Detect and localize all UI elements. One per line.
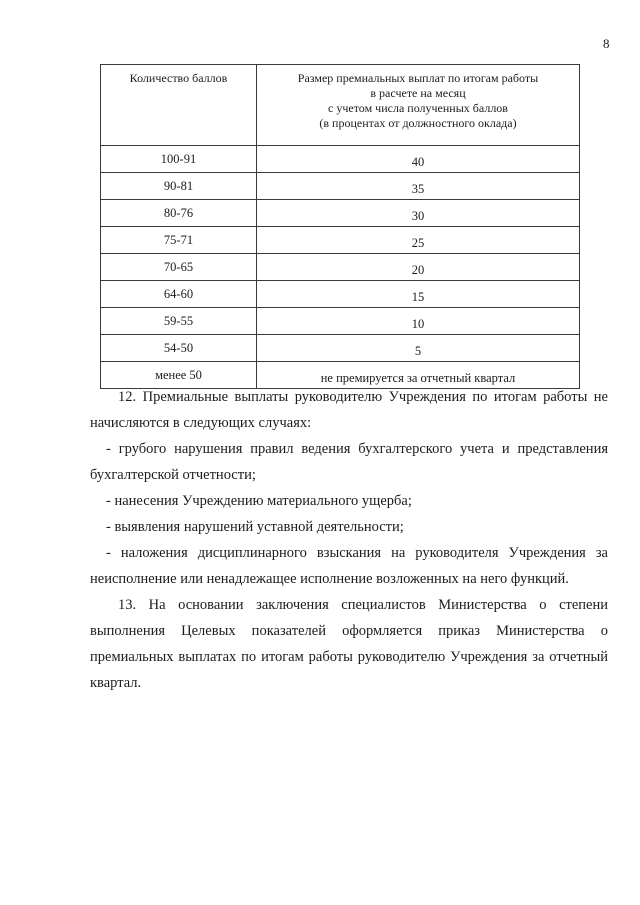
bonus-percent-value: 5 bbox=[414, 343, 422, 358]
score-range-cell: 59-55 bbox=[101, 308, 257, 335]
bonus-percent-cell bbox=[257, 335, 580, 362]
bonus-percent-value: 35 bbox=[411, 181, 425, 196]
score-range-cell: 70-65 bbox=[101, 254, 257, 281]
bonus-score-table bbox=[100, 64, 580, 389]
table-row bbox=[101, 173, 580, 200]
table-row bbox=[101, 308, 580, 335]
text-line: неисполнение или ненадлежащее исполнение возложенных на него функций. bbox=[90, 571, 569, 587]
text-line: - нанесения Учреждению материального ущерба; bbox=[106, 493, 412, 509]
page-number: 8 bbox=[603, 36, 610, 51]
header-bonus-line: (в процентах от должностного оклада) bbox=[319, 116, 517, 130]
score-range-cell: 75-71 bbox=[101, 227, 257, 254]
bonus-percent-cell bbox=[257, 227, 580, 254]
text-line: премиальных выплатах по итогам работы руководителю Учреждения за отчетный bbox=[90, 649, 608, 665]
header-bonus-line: Размер премиальных выплат по итогам работы bbox=[297, 71, 539, 85]
score-range-cell: 90-81 bbox=[101, 173, 257, 200]
table-row bbox=[101, 254, 580, 281]
bonus-percent-cell bbox=[257, 308, 580, 335]
score-range-cell: 54-50 bbox=[101, 335, 257, 362]
text-line: начисляются в следующих случаях: bbox=[90, 415, 312, 431]
text-line: - грубого нарушения правил ведения бухгалтерского учета и представления bbox=[106, 441, 608, 457]
bonus-percent-cell bbox=[257, 200, 580, 227]
score-range-cell: 64-60 bbox=[101, 281, 257, 308]
text-line: бухгалтерской отчетности; bbox=[90, 467, 256, 483]
text-line: выполнения Целевых показателей оформляется приказ Министерства о bbox=[90, 623, 608, 639]
text-line: - наложения дисциплинарного взыскания на руководителя Учреждения за bbox=[106, 545, 608, 561]
text-line: 13. На основании заключения специалистов Министерства о степени bbox=[118, 597, 608, 613]
text-line: 12. Премиальные выплаты руководителю Учреждения по итогам работы не bbox=[118, 389, 608, 405]
bonus-percent-cell bbox=[257, 281, 580, 308]
table-row bbox=[101, 227, 580, 254]
bonus-percent-value: 25 bbox=[411, 235, 425, 250]
bonus-percent-cell bbox=[257, 146, 580, 173]
header-bonus-size bbox=[257, 65, 580, 146]
text-line: - выявления нарушений уставной деятельности; bbox=[106, 519, 404, 535]
table-header-row bbox=[101, 65, 580, 146]
bonus-percent-cell bbox=[257, 173, 580, 200]
score-range-cell: менее 50 bbox=[101, 362, 257, 389]
bonus-percent-value: 20 bbox=[411, 262, 425, 277]
bonus-percent-value: 30 bbox=[411, 208, 425, 223]
table-row bbox=[101, 200, 580, 227]
table-row bbox=[101, 146, 580, 173]
header-bonus-line: с учетом числа полученных баллов bbox=[328, 101, 508, 115]
text-line: квартал. bbox=[90, 675, 142, 691]
table-row bbox=[101, 281, 580, 308]
bonus-percent-value: 40 bbox=[411, 154, 425, 169]
table-row bbox=[101, 335, 580, 362]
header-bonus-line: в расчете на месяц bbox=[370, 86, 466, 100]
bonus-percent-cell bbox=[257, 254, 580, 281]
score-range-cell: 80-76 bbox=[101, 200, 257, 227]
bonus-percent-value: 15 bbox=[411, 289, 425, 304]
bonus-percent-value: 10 bbox=[411, 316, 425, 331]
score-range-cell: 100-91 bbox=[101, 146, 257, 173]
bonus-percent-value: не премируется за отчетный квартал bbox=[320, 370, 516, 385]
header-score-count: Количество баллов bbox=[101, 65, 257, 146]
